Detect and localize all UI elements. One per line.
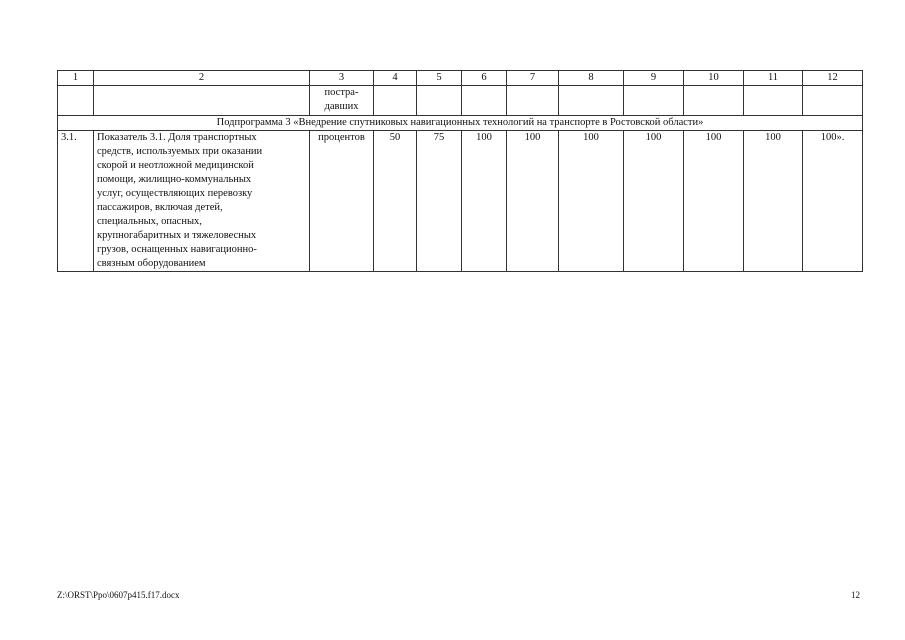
col-header: 6: [462, 71, 507, 86]
col-header: 10: [684, 71, 744, 86]
table-cell: [624, 86, 684, 116]
unit-cell: постра- давших: [310, 86, 374, 116]
value-cell: 100: [507, 131, 559, 272]
subprogram-title: Подпрограмма 3 «Внедрение спутниковых навигационных технологий на транспорте в Ростовской области»: [58, 116, 863, 131]
value-cell: 100: [559, 131, 624, 272]
value-cell: 100: [462, 131, 507, 272]
table-cell: [744, 86, 803, 116]
col-header: 4: [374, 71, 417, 86]
col-header: 11: [744, 71, 803, 86]
col-header: 3: [310, 71, 374, 86]
table-cell: [684, 86, 744, 116]
table-cell: [374, 86, 417, 116]
file-path: Z:\ORST\Ppo\0607p415.f17.docx: [57, 590, 180, 600]
value-cell: 100».: [803, 131, 863, 272]
subprogram-row: [58, 116, 863, 131]
value-cell: 100: [624, 131, 684, 272]
page-number: 12: [851, 590, 860, 600]
col-header: 1: [58, 71, 94, 86]
value-cell: 50: [374, 131, 417, 272]
table-cell: [417, 86, 462, 116]
value-cell: 100: [744, 131, 803, 272]
table-cell: [94, 86, 310, 116]
unit-cell: процентов: [310, 131, 374, 272]
indicator-name: Показатель 3.1. Доля транспортных средств, используемых при оказании скорой и неотложной медицинской помощи, жилищно-коммунальных услуг, осуществляющих перевозку пассажиров, включая детей, специальных, опасных, крупногабаритных и тяжеловесных грузов, оснащенных навигационно- связным оборудованием: [94, 131, 310, 272]
col-header: 7: [507, 71, 559, 86]
table-cell: [803, 86, 863, 116]
row-number: 3.1.: [58, 131, 94, 272]
col-header: 5: [417, 71, 462, 86]
indicators-table: [57, 70, 863, 272]
table-cell: [559, 86, 624, 116]
col-header: 2: [94, 71, 310, 86]
col-header: 8: [559, 71, 624, 86]
col-header: 12: [803, 71, 863, 86]
table-cell: [462, 86, 507, 116]
value-cell: 75: [417, 131, 462, 272]
column-numbers-row: [58, 71, 863, 86]
table-cell: [58, 86, 94, 116]
continuation-row: [58, 86, 863, 116]
table-cell: [507, 86, 559, 116]
value-cell: 100: [684, 131, 744, 272]
col-header: 9: [624, 71, 684, 86]
indicator-row: [58, 131, 863, 272]
